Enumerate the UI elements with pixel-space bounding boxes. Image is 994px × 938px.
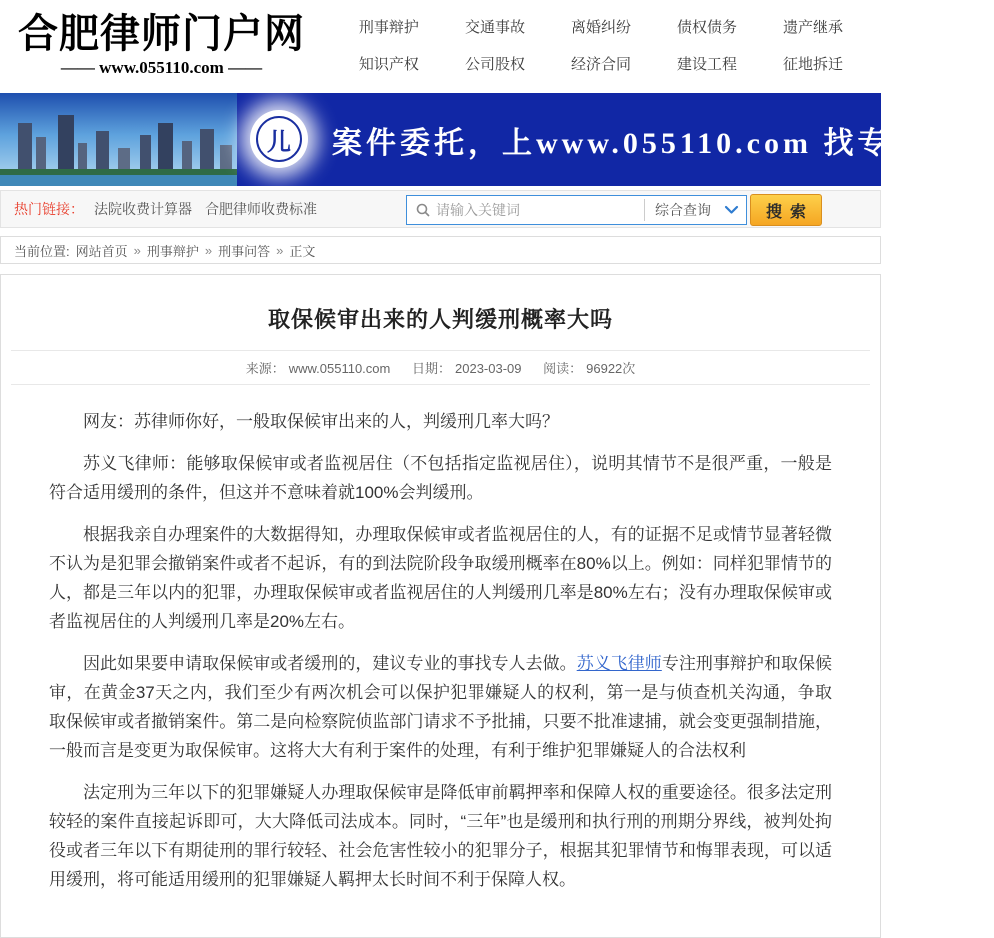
meta-views-value: 96922次 — [586, 361, 636, 376]
paragraph-advice — [49, 649, 832, 765]
breadcrumb-label: 当前位置: — [14, 243, 70, 259]
search-icon — [416, 203, 430, 217]
nav-item-construction[interactable]: 建设工程 — [676, 56, 737, 73]
paragraph-question: 网友：苏律师你好，一般取保候审出来的人，判缓刑几率大吗？ — [83, 412, 559, 431]
site-logo-title: 合肥律师门户网 — [18, 11, 305, 56]
nav-item-divorce-dispute[interactable]: 离婚纠纷 — [570, 19, 631, 36]
search-bar — [406, 194, 822, 226]
article-container — [0, 274, 881, 938]
article-meta — [11, 350, 870, 385]
hot-links-bar — [0, 190, 881, 228]
search-button[interactable]: 搜索 — [750, 194, 822, 226]
breadcrumb-criminal-qa[interactable]: 刑事问答 — [218, 243, 271, 259]
paragraph-statistics: 根据我亲自办理案件的大数据得知，办理取保候审或者监视居住的人，有的证据不足或情节显著轻微不认为是犯罪会撤销案件或者不起诉，有的到法院阶段争取缓刑概率在80%以上。例如：同样犯罪情节的人，都是三年以内的犯罪，办理取保候审或者监视居住的人判缓刑几率是80%左右；没有办理取保候审或者监视居住的人判缓刑几率是20%左右。 — [49, 525, 832, 631]
breadcrumb-separator: » — [204, 242, 213, 258]
chevron-down-icon — [725, 206, 738, 214]
nav-item-land-expropriation[interactable]: 征地拆迁 — [782, 56, 843, 73]
site-logo-url: —— www.055110.com —— — [60, 58, 263, 77]
breadcrumb-separator: » — [276, 242, 284, 258]
nav-item-debt[interactable]: 债权债务 — [676, 19, 737, 36]
meta-source-value: www.055110.com — [288, 361, 391, 376]
lawyer-profile-link[interactable]: 苏义飞律师 — [576, 654, 662, 673]
paragraph-advice-text-before: 因此如果要申请取保候审或者缓刑的，建议专业的事找专人去做。 — [83, 654, 577, 673]
site-header — [0, 0, 881, 90]
nav-item-intellectual-property[interactable]: 知识产权 — [358, 56, 419, 73]
search-box — [406, 195, 747, 225]
nav-item-inheritance[interactable]: 遗产继承 — [782, 19, 843, 36]
nav-item-traffic-accident[interactable]: 交通事故 — [464, 19, 525, 36]
search-category-dropdown[interactable] — [644, 199, 746, 221]
article-body — [1, 385, 880, 894]
cityscape-image — [0, 93, 237, 186]
meta-date-label: 日期： — [411, 361, 451, 376]
nav-item-company-equity[interactable]: 公司股权 — [464, 56, 525, 73]
site-logo[interactable] — [0, 12, 315, 78]
paragraph-advice-text-after: 专注刑事辩护和取保候审，在黄金37天之内，我们至少有两次机会可以保护犯罪嫌疑人的权利，第一是与侦查机关沟通，争取取保候审或者撤销案件。第二是向检察院侦监部门请求不予批捕，只要不批准逮捕，就会变更强制措施，一般而言是变更为取保候审。这将大大有利于案件的处理，有利于维护犯罪嫌疑人的合法权利 — [49, 654, 833, 760]
meta-source-label: 来源： — [245, 361, 285, 376]
meta-date-value: 2023-03-09 — [455, 361, 522, 376]
search-category-value: 综合查询 — [655, 202, 711, 218]
paragraph-answer-intro: 苏义飞律师：能够取保候审或者监视居住（不包括指定监视居住），说明其情节不是很严重，一般是符合适用缓刑的条件，但这并不意味着就100%会判缓刑。 — [49, 454, 832, 502]
search-input[interactable] — [436, 197, 644, 223]
main-nav — [359, 16, 843, 74]
breadcrumb-separator: » — [133, 242, 141, 258]
association-emblem-icon: 儿 — [250, 110, 308, 168]
breadcrumb — [0, 236, 881, 264]
breadcrumb-criminal-defense[interactable]: 刑事辩护 — [146, 243, 199, 259]
hot-link-lawyer-fee-standard[interactable]: 合肥律师收费标准 — [205, 201, 317, 217]
hot-link-court-fee-calculator[interactable]: 法院收费计算器 — [94, 201, 192, 217]
meta-views-label: 阅读： — [543, 361, 583, 376]
promo-banner[interactable] — [0, 93, 994, 186]
nav-item-economic-contract[interactable]: 经济合同 — [570, 56, 631, 73]
breadcrumb-home[interactable]: 网站首页 — [75, 243, 128, 259]
hot-links-label: 热门链接： — [14, 201, 84, 217]
nav-item-criminal-defense[interactable]: 刑事辩护 — [358, 19, 419, 36]
paragraph-legal-explanation: 法定刑为三年以下的犯罪嫌疑人办理取保候审是降低审前羁押率和保障人权的重要途径。很多法定刑较轻的案件直接起诉即可，大大降低司法成本。同时，“三年”也是缓刑和执行刑的刑期分界线，被判处拘役或者三年以下有期徒刑的罪行较轻、社会危害性较小的犯罪分子，根据其犯罪情节和悔罪表现，可以适用缓刑，将可能适用缓刑的犯罪嫌疑人羁押太长时间不利于保障人权。 — [49, 783, 832, 889]
breadcrumb-current: 正文 — [289, 243, 316, 259]
article-title: 取保候审出来的人判缓刑概率大吗 — [267, 307, 613, 332]
banner-slogan: 案件委托，上www.055110.com 找专业律师 — [332, 126, 994, 160]
